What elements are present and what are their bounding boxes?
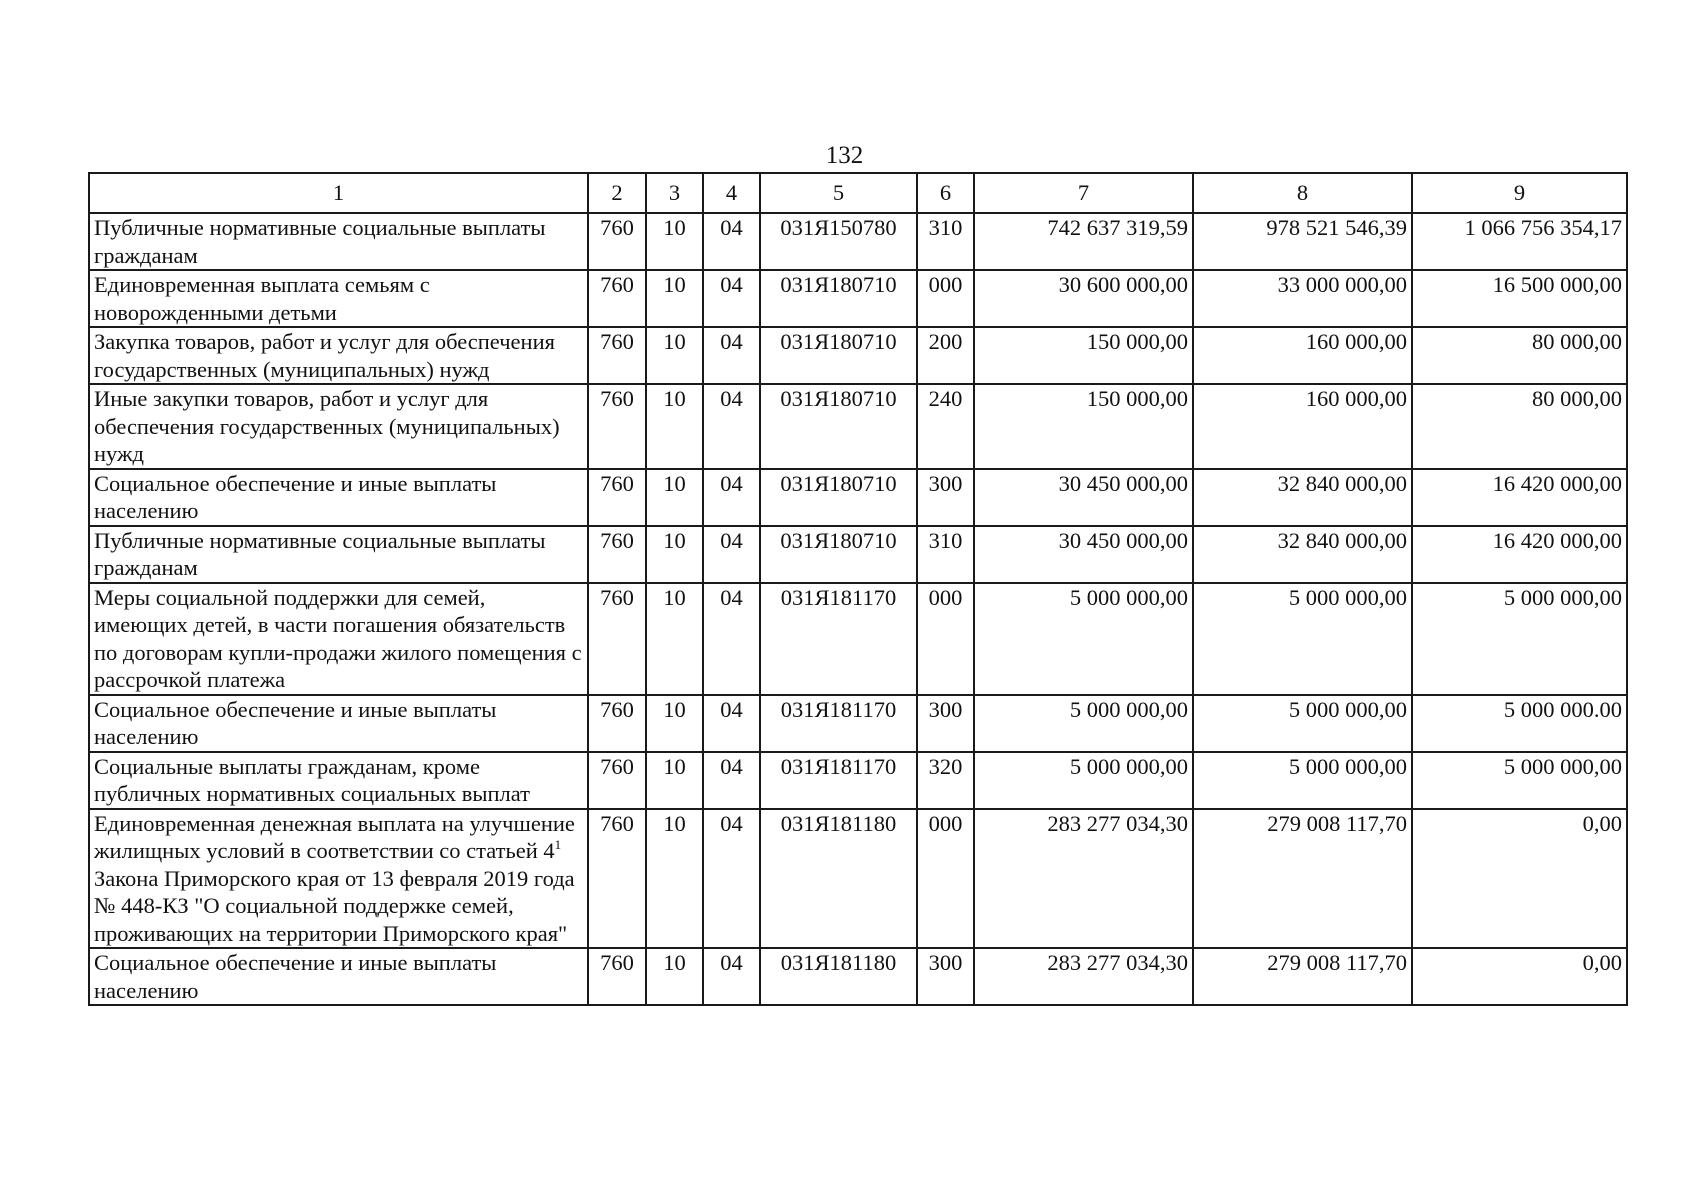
row-amount-col9: 16 500 000,00 (1412, 270, 1627, 327)
row-name-part: Закона Приморского края от 13 февраля 2019 года № 448-КЗ "О социальной поддержке семей, проживающих на территории Приморского края" (94, 865, 575, 946)
row-amount-col8: 32 840 000,00 (1193, 526, 1412, 583)
row-code-col3: 10 (646, 948, 703, 1005)
row-amount-col8: 160 000,00 (1193, 384, 1412, 469)
row-code-col6: 000 (917, 270, 974, 327)
column-header: 1 (89, 173, 588, 213)
row-code-col5: 031Я180710 (760, 384, 917, 469)
row-code-col3: 10 (646, 213, 703, 270)
table-row (89, 948, 1627, 1005)
row-amount-col9: 5 000 000,00 (1412, 752, 1627, 809)
row-amount-col9: 1 066 756 354,17 (1412, 213, 1627, 270)
row-amount-col8: 5 000 000,00 (1193, 752, 1412, 809)
row-code-col5: 031Я180710 (760, 270, 917, 327)
row-code-col5: 031Я181170 (760, 583, 917, 695)
row-name: Социальные выплаты гражданам, кроме публичных нормативных социальных выплат (89, 752, 588, 809)
table-row (89, 583, 1627, 695)
row-code-col2: 760 (588, 809, 646, 949)
row-amount-col8: 5 000 000,00 (1193, 583, 1412, 695)
row-name-superscript: 1 (554, 837, 562, 852)
row-name: Социальное обеспечение и иные выплаты населению (89, 469, 588, 526)
table-row (89, 752, 1627, 809)
table-row (89, 695, 1627, 752)
row-name: Социальное обеспечение и иные выплаты населению (89, 948, 588, 1005)
column-header: 3 (646, 173, 703, 213)
row-code-col4: 04 (703, 809, 760, 949)
row-code-col4: 04 (703, 384, 760, 469)
row-code-col6: 310 (917, 526, 974, 583)
row-code-col2: 760 (588, 948, 646, 1005)
row-code-col3: 10 (646, 583, 703, 695)
column-header: 8 (1193, 173, 1412, 213)
row-code-col4: 04 (703, 695, 760, 752)
row-amount-col7: 5 000 000,00 (974, 695, 1193, 752)
row-code-col3: 10 (646, 469, 703, 526)
row-amount-col8: 160 000,00 (1193, 327, 1412, 384)
row-code-col4: 04 (703, 327, 760, 384)
row-code-col6: 000 (917, 583, 974, 695)
row-amount-col9: 80 000,00 (1412, 384, 1627, 469)
row-amount-col9: 0,00 (1412, 948, 1627, 1005)
row-code-col3: 10 (646, 526, 703, 583)
table-row (89, 469, 1627, 526)
row-amount-col7: 283 277 034,30 (974, 809, 1193, 949)
row-code-col3: 10 (646, 327, 703, 384)
row-name: Публичные нормативные социальные выплаты гражданам (89, 213, 588, 270)
row-amount-col7: 283 277 034,30 (974, 948, 1193, 1005)
page-number: 132 (825, 142, 864, 169)
row-code-col3: 10 (646, 270, 703, 327)
row-amount-col8: 5 000 000,00 (1193, 695, 1412, 752)
row-name (89, 809, 588, 949)
row-code-col4: 04 (703, 270, 760, 327)
row-code-col2: 760 (588, 526, 646, 583)
row-amount-col8: 279 008 117,70 (1193, 809, 1412, 949)
table-row (89, 213, 1627, 270)
row-code-col4: 04 (703, 752, 760, 809)
row-code-col6: 310 (917, 213, 974, 270)
row-amount-col8: 32 840 000,00 (1193, 469, 1412, 526)
row-code-col4: 04 (703, 948, 760, 1005)
row-amount-col9: 16 420 000,00 (1412, 526, 1627, 583)
row-amount-col7: 30 600 000,00 (974, 270, 1193, 327)
row-name-part: Единовременная денежная выплата на улучшение жилищных условий в соответствии со статьей 4 (94, 810, 575, 863)
row-amount-col7: 150 000,00 (974, 384, 1193, 469)
row-code-col2: 760 (588, 469, 646, 526)
row-code-col5: 031Я181180 (760, 809, 917, 949)
row-name: Иные закупки товаров, работ и услуг для обеспечения государственных (муниципальных) нужд (89, 384, 588, 469)
row-code-col5: 031Я180710 (760, 327, 917, 384)
row-amount-col8: 978 521 546,39 (1193, 213, 1412, 270)
row-code-col6: 320 (917, 752, 974, 809)
row-code-col2: 760 (588, 270, 646, 327)
row-code-col6: 300 (917, 469, 974, 526)
row-code-col6: 300 (917, 695, 974, 752)
row-amount-col7: 5 000 000,00 (974, 752, 1193, 809)
row-amount-col7: 150 000,00 (974, 327, 1193, 384)
row-code-col2: 760 (588, 752, 646, 809)
row-code-col5: 031Я180710 (760, 526, 917, 583)
row-name: Меры социальной поддержки для семей, имеющих детей, в части погашения обязательств по договорам купли-продажи жилого помещения с рассрочкой платежа (89, 583, 588, 695)
row-code-col2: 760 (588, 695, 646, 752)
row-amount-col9: 0,00 (1412, 809, 1627, 949)
row-code-col3: 10 (646, 809, 703, 949)
row-code-col2: 760 (588, 213, 646, 270)
row-code-col6: 300 (917, 948, 974, 1005)
row-name: Социальное обеспечение и иные выплаты населению (89, 695, 588, 752)
row-amount-col9: 80 000,00 (1412, 327, 1627, 384)
row-code-col6: 200 (917, 327, 974, 384)
row-code-col2: 760 (588, 583, 646, 695)
row-code-col4: 04 (703, 213, 760, 270)
row-code-col4: 04 (703, 469, 760, 526)
row-name: Единовременная выплата семьям с новорожденными детьми (89, 270, 588, 327)
row-name: Закупка товаров, работ и услуг для обеспечения государственных (муниципальных) нужд (89, 327, 588, 384)
table-row (89, 327, 1627, 384)
row-code-col3: 10 (646, 695, 703, 752)
row-code-col6: 240 (917, 384, 974, 469)
column-header: 7 (974, 173, 1193, 213)
row-amount-col9: 5 000 000.00 (1412, 695, 1627, 752)
table-row (89, 809, 1627, 949)
header-row (89, 173, 1627, 213)
row-code-col2: 760 (588, 384, 646, 469)
column-header: 6 (917, 173, 974, 213)
row-amount-col7: 30 450 000,00 (974, 469, 1193, 526)
column-header: 2 (588, 173, 646, 213)
row-code-col3: 10 (646, 384, 703, 469)
column-header: 9 (1412, 173, 1627, 213)
row-code-col5: 031Я181180 (760, 948, 917, 1005)
row-code-col2: 760 (588, 327, 646, 384)
table-row (89, 270, 1627, 327)
row-name: Публичные нормативные социальные выплаты гражданам (89, 526, 588, 583)
row-code-col5: 031Я150780 (760, 213, 917, 270)
row-code-col3: 10 (646, 752, 703, 809)
row-amount-col9: 5 000 000,00 (1412, 583, 1627, 695)
row-amount-col7: 30 450 000,00 (974, 526, 1193, 583)
row-code-col4: 04 (703, 583, 760, 695)
row-amount-col9: 16 420 000,00 (1412, 469, 1627, 526)
row-code-col5: 031Я181170 (760, 752, 917, 809)
column-header: 4 (703, 173, 760, 213)
row-code-col4: 04 (703, 526, 760, 583)
row-amount-col7: 5 000 000,00 (974, 583, 1193, 695)
row-code-col5: 031Я180710 (760, 469, 917, 526)
row-code-col5: 031Я181170 (760, 695, 917, 752)
row-amount-col7: 742 637 319,59 (974, 213, 1193, 270)
table-row (89, 384, 1627, 469)
row-amount-col8: 279 008 117,70 (1193, 948, 1412, 1005)
budget-table (88, 172, 1628, 1006)
row-code-col6: 000 (917, 809, 974, 949)
row-amount-col8: 33 000 000,00 (1193, 270, 1412, 327)
column-header: 5 (760, 173, 917, 213)
table-row (89, 526, 1627, 583)
